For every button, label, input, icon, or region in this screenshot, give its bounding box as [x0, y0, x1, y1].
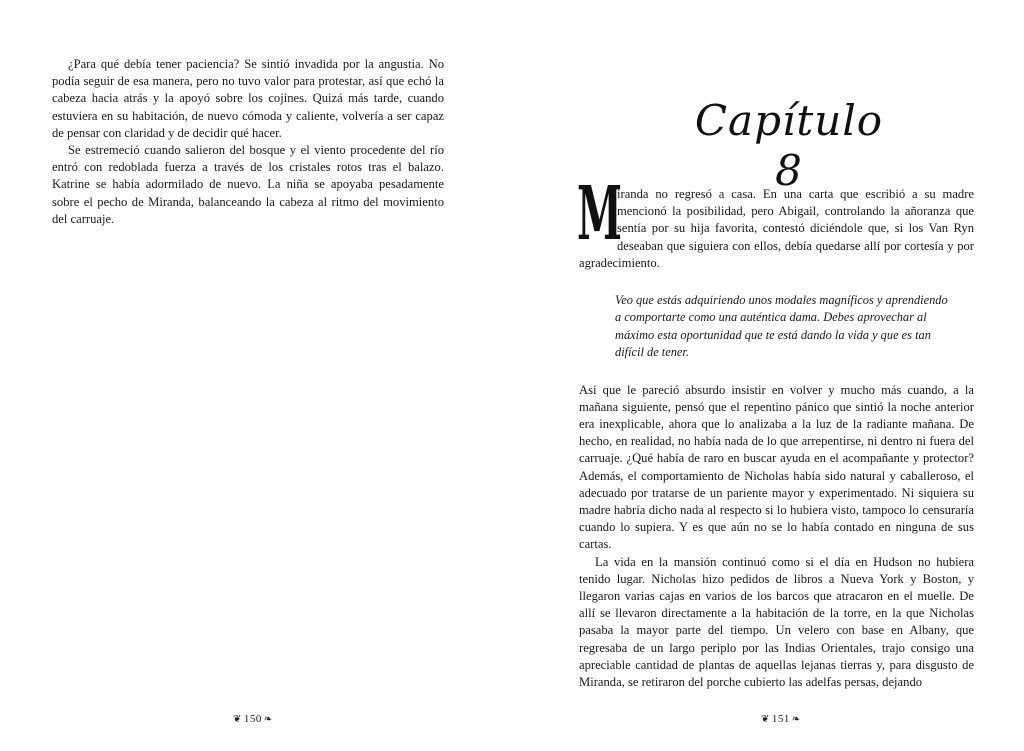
right-paragraph-1: Así que le pareció absurdo insistir en volver y mucho más cuando, a la mañana siguiente, pensó que el repentino pánico que sintió la noche anterior era inexplicable, ahora que lo analizaba a la luz de la radiante mañana. De hecho, en realidad, no había nada de lo que arrepentirse, ni dentro ni fuera del carruaje. ¿Qué había de raro en buscar ayuda en el acompañante y protector? Además, el comportamiento de Nicholas había sido natural y caballeroso, el adecuado por tratarse de un pariente mayor y experimentado. Ni siquiera su madre habría dicho nada al respecto si lo hubiera visto, tampoco lo censuraría cuando lo supiera. Y es que aún no se lo había contado en ninguna de sus cartas.	[579, 382, 974, 552]
chapter-title: Capítulo 8	[694, 96, 884, 195]
folio-ornament-left-icon: ❦	[761, 714, 770, 725]
opening-text: iranda no regresó a casa. En una carta que escribió a su madre mencionó la posibilidad, pero Abigail, controlando la añoranza que sentía por su hija favorita, contestó diciéndole que, si los Van Ryn deseaban que siguiera con ellos, debía quedarse allí por cortesía y por agradecimiento.	[579, 187, 974, 270]
left-page-body	[52, 56, 444, 228]
left-page-number-value: 150	[243, 713, 262, 725]
opening-paragraph	[577, 171, 974, 272]
right-page-body	[577, 171, 974, 691]
folio-ornament-right-icon: ❧	[263, 714, 273, 725]
left-paragraph-2: Se estremeció cuando salieron del bosque y el viento procedente del río entró con redoblada fuerza a través de los cristales rotos tras el balazo. Katrine se había adormilado de nuevo. La niña se apoyaba pesadamente sobre el pecho de Miranda, balanceando la cabeza al ritmo del movimiento del carruaje.	[52, 143, 444, 226]
folio-ornament-right-icon: ❧	[791, 714, 801, 725]
right-page-number-value: 151	[771, 713, 790, 725]
folio-ornament-left-icon: ❦	[233, 714, 242, 725]
right-page	[512, 0, 1024, 751]
drop-cap: M	[577, 171, 623, 257]
right-page-number	[759, 713, 803, 725]
letter-quote: Veo que estás adquiriendo unos modales magníficos y aprendiendo a comportarte como una auténtica dama. Debes aprovechar al máximo esta oportunidad que te está dando la vida y que es tan difícil de tener.	[615, 293, 948, 360]
left-page-number	[231, 713, 275, 725]
right-paragraph-2: La vida en la mansión continuó como si el día en Hudson no hubiera tenido lugar. Nicholas hizo pedidos de libros a Nueva York y Boston, y llegaron varias cajas en varios de los barcos que atracaron en el muelle. De allí se llevaron directamente a la habitación de la torre, en la que Nicholas pasaba la mayor parte del tiempo. Un velero con base en Albany, que regresaba de un largo periplo por las Indias Orientales, trajo consigo una apreciable cantidad de plantas de aquellas lejanas tierras y, para disgusto de Miranda, se retiraron del porche cubierto las adelfas persas, dejando	[579, 554, 974, 690]
left-paragraph-1: ¿Para qué debía tener paciencia? Se sintió invadida por la angustia. No podía seguir de esa manera, pero no tuvo valor para protestar, así que echó la cabeza hacia atrás y la apoyó sobre los cojines. Quizá más tarde, cuando estuviera en su habitación, de nuevo cómoda y caliente, volvería a ser capaz de pensar con claridad y de decidir qué hacer.	[52, 57, 444, 140]
